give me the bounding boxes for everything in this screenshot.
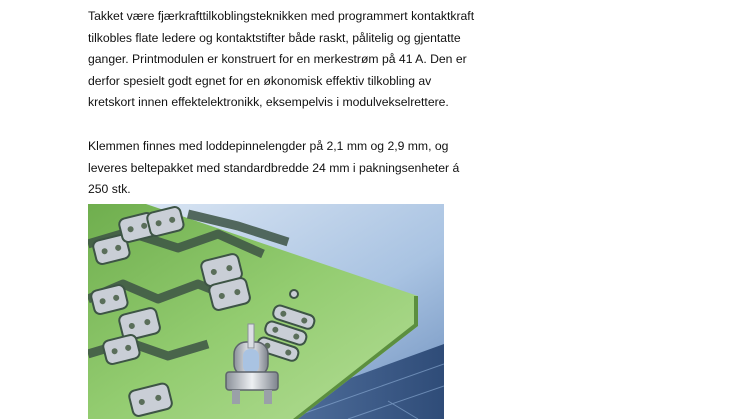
- text-line: 250 stk.: [88, 182, 131, 197]
- product-photo: [88, 204, 444, 419]
- text-line: leveres beltepakket med standardbredde 24 mm i pakningsenheter á: [88, 160, 460, 175]
- paragraph-intro: [88, 6, 474, 114]
- text-line: Klemmen finnes med loddepinnelengder på 2,1 mm og 2,9 mm, og: [88, 139, 449, 153]
- text-line: derfor spesielt godt egnet for en økonomisk effektiv tilkobling av: [88, 73, 432, 88]
- text-line: Takket være fjærkrafttilkoblingsteknikken med programmert kontaktkraft: [88, 9, 475, 23]
- paragraph-variants: [88, 136, 459, 201]
- pcb-terminal-illustration: [88, 204, 444, 419]
- text-line: tilkobles flate ledere og kontaktstifter både raskt, pålitelig og gjentatte: [88, 30, 461, 45]
- text-line: kretskort innen effektelektronikk, eksempelvis i modulvekselrettere.: [88, 95, 449, 110]
- text-line: ganger. Printmodulen er konstruert for en merkestrøm på 41 A. Den er: [88, 52, 467, 67]
